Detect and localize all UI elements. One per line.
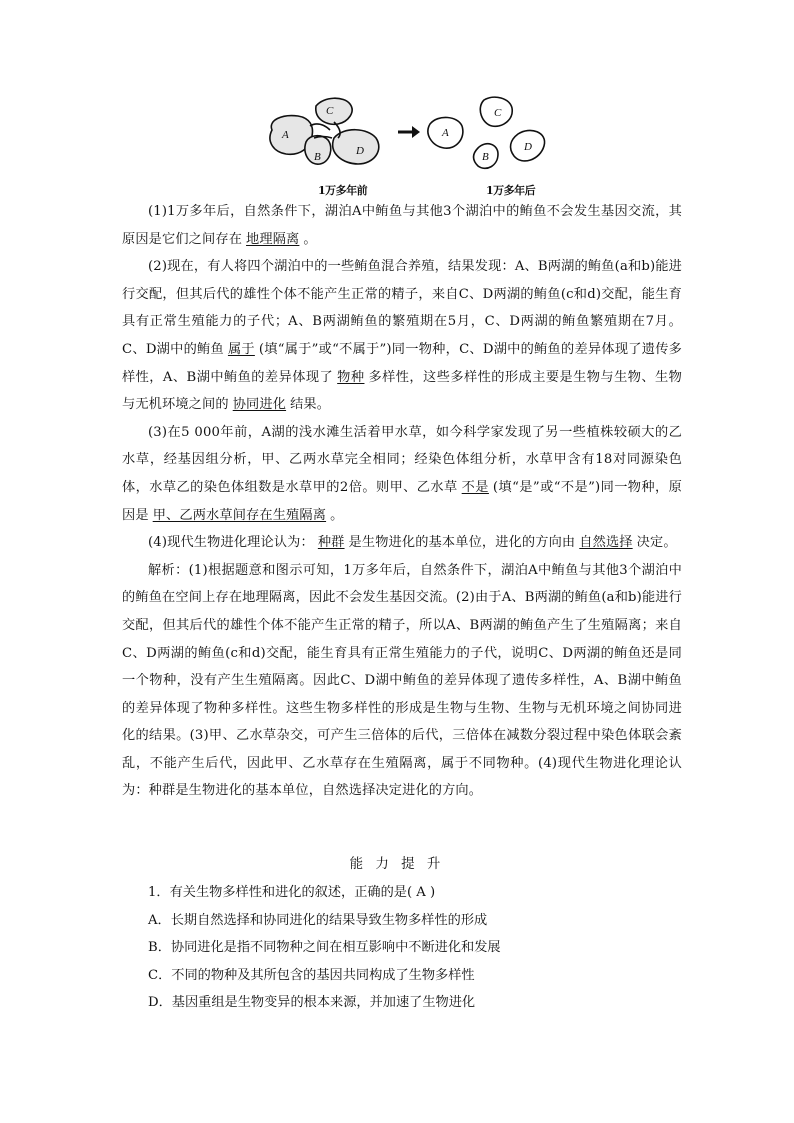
q3-answer-2: 甲、乙两水草间存在生殖隔离 [152, 507, 327, 523]
label-c-before: C [326, 105, 334, 117]
q1-text: (1)1万多年后，自然条件下，湖泊A中鲔鱼与其他3个湖泊中的鲔鱼不会发生基因交流，其原因是它们之间存在 [122, 204, 682, 247]
label-d-before: D [356, 145, 364, 157]
mc-option-b: B．协同进化是指不同物种之间在相互影响中不断进化和发展 [148, 940, 501, 956]
caption-after: 1万多年后 [486, 184, 536, 197]
q3-paragraph [122, 419, 682, 529]
label-a-after: A [442, 127, 449, 139]
arrow-icon [398, 126, 420, 138]
q3-text-2: (填“是”或“不是”)同一物种，原因是 [122, 479, 683, 523]
lake-c-before [316, 98, 352, 124]
q4-text-3: 决定。 [636, 535, 677, 551]
label-d-after: D [524, 141, 532, 153]
q4-answer-2: 自然选择 [579, 535, 633, 551]
q2-answer-1: 属于 [227, 341, 255, 357]
label-a-before: A [282, 129, 289, 141]
lake-figure [258, 92, 548, 196]
q2-text-2: (填“属于”或“不属于”)同一物种，C、D湖中的鲔鱼的差异体现了遗传多样性，A、B湖中鲔鱼的差异体现了 [122, 341, 682, 385]
label-b-after: B [482, 151, 489, 163]
caption-before: 1万多年前 [318, 184, 368, 197]
q3-text-1: (3)在5 000年前，A湖的浅水滩生活着甲水草，如今科学家发现了另一些植株较硕大的乙水草，经基因组分析，甲、乙两水草完全相同；经染色体组分析，水草甲含有18对同源染色体，水草乙的染色体组数是水草甲的2倍。则甲、乙水草 [122, 424, 682, 495]
section-heading: 能 力 提 升 [349, 856, 445, 872]
q1-answer: 地理隔离 [246, 231, 300, 247]
q4-text-1: (4)现代生物进化理论认为： [148, 535, 314, 551]
q2-text-4: 结果。 [290, 397, 331, 413]
q3-answer-1: 不是 [461, 479, 489, 495]
lake-diagram [258, 92, 548, 182]
q2-answer-3: 协同进化 [232, 397, 287, 413]
q3-text-3: 。 [330, 507, 344, 523]
mc-stem: 1．有关生物多样性和进化的叙述，正确的是( A ) [148, 885, 436, 900]
label-b-before: B [314, 151, 321, 163]
question-body [122, 198, 682, 805]
mc-option-d: D．基因重组是生物变异的根本来源，并加速了生物进化 [148, 995, 476, 1011]
q2-answer-2: 物种 [337, 369, 365, 385]
q4-answer-1: 种群 [317, 535, 345, 551]
q2-text-1: (2)现在，有人将四个湖泊中的一些鲔鱼混合养殖，结果发现：A、B两湖的鲔鱼(a和b)能进行交配，但其后代的雄性个体不能产生正常的精子，来自C、D两湖的鲔鱼(c和d)交配，能生育具有正常生殖能力的子代；A、B两湖鲔鱼的繁殖期在5月，C、D两湖的鲔鱼繁殖期在7月。C、D湖中的鲔鱼 [122, 259, 682, 357]
mc-question [148, 879, 688, 1017]
q2-paragraph [122, 253, 682, 419]
q2-text-3: 多样性，这些多样性的形成主要是生物与生物、生物与无机环境之间的 [122, 369, 682, 413]
q1-end: 。 [303, 231, 317, 247]
mc-option-c: C．不同的物种及其所包含的基因共同构成了生物多样性 [148, 967, 475, 983]
q4-paragraph [122, 529, 682, 557]
analysis-paragraph: 解析：(1)根据题意和图示可知，1万多年后，自然条件下，湖泊A中鲔鱼与其他3个湖泊中的鲔鱼在空间上存在地理隔离，因此不会发生基因交流。(2)由于A、B两湖的鲔鱼(a和b)能进行交配，但其后代的雄性个体不能产生正常的精子，所以A、B两湖的鲔鱼产生了生殖隔离；来自C、D两湖的鲔鱼(c和d)交配，能生育具有正常生殖能力的子代，说明C、D两湖的鲔鱼还是同一个物种，没有产生生殖隔离。因此C、D湖中鲔鱼的差异体现了遗传多样性，A、B湖中鲔鱼的差异体现了物种多样性。这些生物多样性的形成是生物与生物、生物与无机环境之间协同进化的结果。(3)甲、乙水草杂交，可产生三倍体的后代，三倍体在减数分裂过程中染色体联会紊乱，不能产生后代，因此甲、乙水草存在生殖隔离，属于不同物种。(4)现代生物进化理论认为：种群是生物进化的基本单位，自然选择决定进化的方向。 [122, 562, 682, 799]
q4-text-2: 是生物进化的基本单位，进化的方向由 [348, 535, 576, 551]
q1-paragraph [122, 198, 682, 253]
label-c-after: C [494, 107, 502, 119]
mc-option-a: A．长期自然选择和协同进化的结果导致生物多样性的形成 [148, 912, 488, 928]
